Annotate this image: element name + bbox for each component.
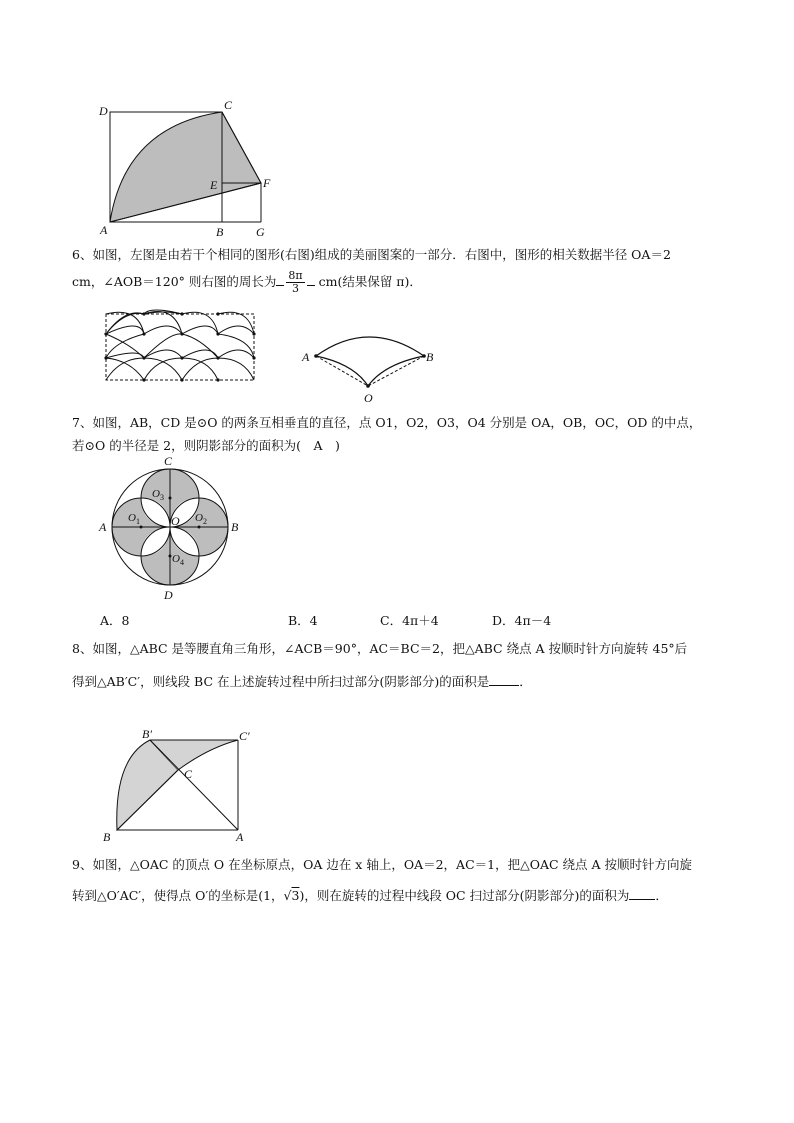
- label-F: F: [263, 176, 271, 190]
- label-D: D: [164, 588, 173, 602]
- figure-q8: [98, 728, 263, 846]
- q6-answer: [286, 270, 304, 295]
- figure-q6-pattern: [100, 308, 260, 386]
- figure-q5: [95, 96, 285, 241]
- label-A: A: [100, 223, 108, 237]
- label-C-prime: C′: [239, 729, 250, 743]
- label-O1: $O_1$: [128, 512, 140, 526]
- figure-q7: [95, 455, 245, 603]
- label-G: G: [256, 225, 265, 239]
- q7-option-c[interactable]: C．4π＋4: [380, 613, 439, 628]
- q6-line1: 6、如图，左图是由若干个相同的图形(右图)组成的美丽图案的一部分．右图中，图形的相关数据半径 OA＝2: [72, 247, 671, 262]
- label-O4: $O_4$: [172, 553, 184, 567]
- label-A: A: [99, 520, 107, 534]
- label-C: C: [224, 98, 233, 112]
- label-C: C: [184, 767, 193, 781]
- q7-option-b[interactable]: B．4: [288, 613, 318, 628]
- label-B: B: [103, 830, 111, 844]
- q9-line2: 转到△O′AC′，使得点 O′的坐标是(1，√3)，则在旋转的过程中线段 OC 扫过部分(阴影部分)的面积为 ．: [72, 888, 668, 903]
- q8-line2-text: 得到△AB′C′，则线段 BC 在上述旋转过程中所扫过部分(阴影部分)的面积是: [72, 674, 490, 689]
- label-A: A: [302, 350, 310, 364]
- figure-q6-shape: [298, 330, 443, 408]
- q6-answer-num: 8π: [288, 269, 303, 282]
- q6-answer-den: 3: [291, 282, 299, 295]
- q7-line2: 若⊙O 的半径是 2，则阴影部分的面积为( A ): [72, 438, 340, 453]
- q7-option-d[interactable]: D．4π－4: [492, 613, 552, 628]
- q6-line2-pre: cm，∠AOB＝120° 则右图的周长为: [72, 274, 277, 289]
- label-C: C: [164, 454, 173, 468]
- q9-sqrt: 3: [291, 888, 300, 903]
- q6-line2: [72, 270, 422, 295]
- q6-line2-post: cm(结果保留 π)．: [318, 274, 422, 289]
- label-E: E: [210, 178, 218, 192]
- label-B: B: [216, 225, 224, 239]
- q7-line1: 7、如图，AB，CD 是⊙O 的两条互相垂直的直径，点 O1，O2，O3，O4 分别是 OA，OB，OC，OD 的中点，: [72, 415, 702, 430]
- q7-option-a[interactable]: A．8: [100, 613, 130, 628]
- label-O: O: [364, 391, 373, 405]
- label-O: O: [171, 514, 180, 528]
- label-A: A: [236, 830, 244, 844]
- label-B-prime: B′: [142, 727, 152, 741]
- q8-line2: 得到△AB′C′，则线段 BC 在上述旋转过程中所扫过部分(阴影部分)的面积是 ．: [72, 674, 532, 689]
- q9-line1: 9、如图，△OAC 的顶点 O 在坐标原点，OA 边在 x 轴上，OA＝2，AC＝1，把△OAC 绕点 A 按顺时针方向旋: [72, 857, 692, 872]
- q8-line1: 8、如图，△ABC 是等腰直角三角形，∠ACB＝90°，AC＝BC＝2，把△ABC 绕点 A 按顺时针方向旋转 45°后: [72, 641, 688, 656]
- label-O2: $O_2$: [195, 512, 207, 526]
- label-B: B: [426, 350, 434, 364]
- label-D: D: [99, 104, 108, 118]
- label-B: B: [231, 520, 239, 534]
- label-O3: $O_3$: [152, 488, 164, 502]
